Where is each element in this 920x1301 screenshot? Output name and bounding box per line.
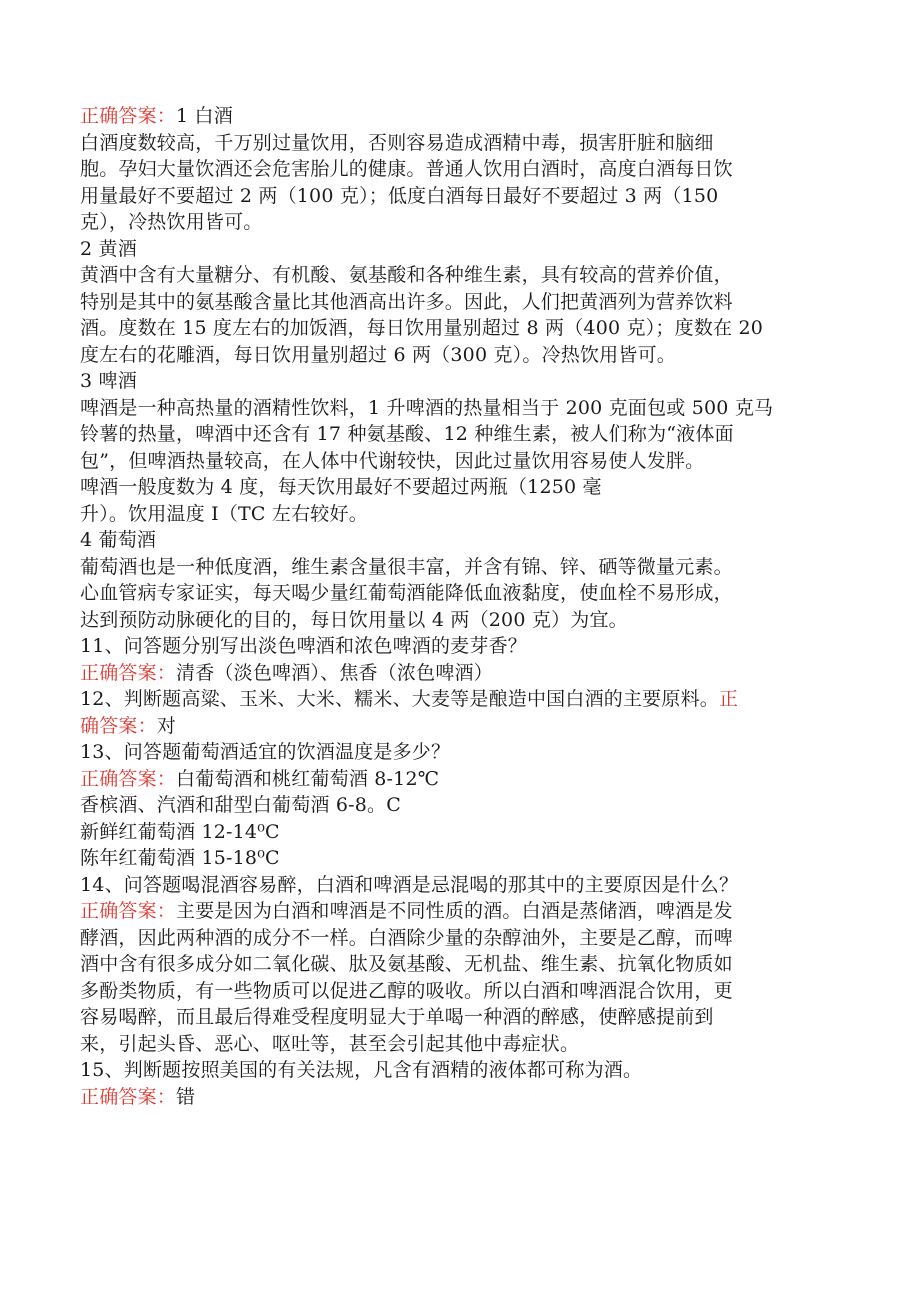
text-line: 清香（淡色啤酒）、焦香（浓色啤酒） [176, 661, 493, 684]
answer-label: 正确答案： [80, 661, 177, 684]
answer-line [80, 713, 835, 740]
text-line: 克），冷热饮用皆可。 [80, 211, 263, 233]
text-line: 4 葡萄酒 [80, 529, 157, 551]
text-line: 升）。饮用温度 I（TC 左右较好。 [80, 502, 368, 525]
text-line: 黄酒中含有大量糖分、有机酸、氨基酸和各种维生素，具有较高的营养价值， [80, 264, 733, 286]
text-line: 胞。孕妇大量饮酒还会危害胎儿的健康。普通人饮用白酒时，高度白酒每日饮 [80, 158, 733, 180]
text-line: 陈年红葡萄酒 15-18⁰C [80, 847, 280, 869]
question-line: 11、问答题分别写出淡色啤酒和浓色啤酒的麦芽香？ [80, 635, 527, 657]
text-line: 容易喝醉，而且最后得难受程度明显大于单喝一种酒的醉感，使醉感提前到 [80, 1006, 714, 1028]
question-line: 15、判断题按照美国的有关法规，凡含有酒精的液体都可称为酒。 [80, 1059, 643, 1081]
text-line: 12、判断题高粱、玉米、大米、糯米、大麦等是酿造中国白酒的主要原料。 [80, 688, 719, 710]
answer-label: 正确答案： [80, 105, 177, 127]
answer-label: 正确答案： [80, 1085, 177, 1108]
answer-line [80, 103, 835, 130]
text-line: 葡萄酒也是一种低度酒，维生素含量很丰富，并含有锦、锌、硒等微量元素。 [80, 555, 733, 578]
text-line: 用量最好不要超过 2 两（100 克）；低度白酒每日最好不要超过 3 两（150 [80, 184, 719, 207]
question-line: 14、问答题喝混酒容易醉，白酒和啤酒是忌混喝的那其中的主要原因是什么？ [80, 873, 739, 896]
text-line: 酵酒，因此两种酒的成分不一样。白酒除少量的杂醇油外，主要是乙醇，而啤 [80, 926, 733, 949]
text-line: 来，引起头昏、恶心、呕吐等，甚至会引起其他中毒症状。 [80, 1032, 580, 1055]
text-line: 主要是因为白酒和啤酒是不同性质的酒。白酒是蒸储酒，啤酒是发 [176, 900, 733, 922]
question-line: 13、问答题葡萄酒适宜的饮酒温度是多少？ [80, 741, 451, 763]
text-line: 啤酒是一种高热量的酒精性饮料，1 升啤酒的热量相当于 200 克面包或 500 克马 [80, 396, 774, 419]
text-line: 达到预防动脉硬化的目的，每日饮用量以 4 两（200 克）为宜。 [80, 608, 628, 631]
text-line: 多酚类物质，有一些物质可以促进乙醇的吸收。所以白酒和啤酒混合饮用，更 [80, 979, 733, 1002]
answer-label: 正确答案： [80, 900, 177, 922]
answer-line [80, 898, 835, 925]
text-line: 3 啤酒 [80, 370, 137, 392]
text-line: 酒。度数在 15 度左右的加饭酒，每日饮用量别超过 8 两（400 克）；度数在 20 [80, 317, 764, 339]
text-line: 特别是其中的氨基酸含量比其他酒高出许多。因此，人们把黄酒列为营养饮料 [80, 290, 733, 313]
text-line: 度左右的花雕酒，每日饮用量别超过 6 两（300 克）。冷热饮用皆可。 [80, 343, 676, 366]
text-line: 1 白酒 [176, 105, 233, 127]
question-line [80, 686, 835, 713]
text-line: 白葡萄酒和桃红葡萄酒 8-12℃ [176, 767, 440, 790]
document-body [80, 103, 835, 1110]
answer-label-part-a: 正 [718, 688, 739, 710]
answer-line [80, 660, 835, 687]
text-line: 啤酒一般度数为 4 度，每天饮用最好不要超过两瓶（1250 毫 [80, 476, 602, 498]
answer-line [80, 766, 835, 793]
answer-label: 正确答案： [80, 767, 177, 790]
text-line: 心血管病专家证实，每天喝少量红葡萄酒能降低血液黏度，使血栓不易形成， [80, 582, 733, 604]
text-line: 香槟酒、汽酒和甜型白葡萄酒 6-8。C [80, 794, 401, 816]
text-line: 错 [176, 1085, 196, 1108]
text-line: 对 [156, 714, 177, 737]
answer-label-part-b: 确答案： [80, 714, 157, 737]
text-line: 包”，但啤酒热量较高，在人体中代谢较快，因此过量饮用容易使人发胖。 [80, 449, 705, 472]
text-line: 2 黄酒 [80, 237, 137, 260]
answer-line [80, 1084, 835, 1111]
text-line: 白酒度数较高，千万别过量饮用，否则容易造成酒精中毒，损害肝脏和脑细 [80, 131, 714, 154]
text-line: 酒中含有很多成分如二氧化碳、肽及氨基酸、无机盐、维生素、抗氧化物质如 [80, 953, 733, 975]
text-line: 新鲜红葡萄酒 12-14⁰C [80, 820, 280, 843]
text-line: 铃薯的热量，啤酒中还含有 17 种氨基酸、12 种维生素，被人们称为“液体面 [80, 423, 734, 445]
